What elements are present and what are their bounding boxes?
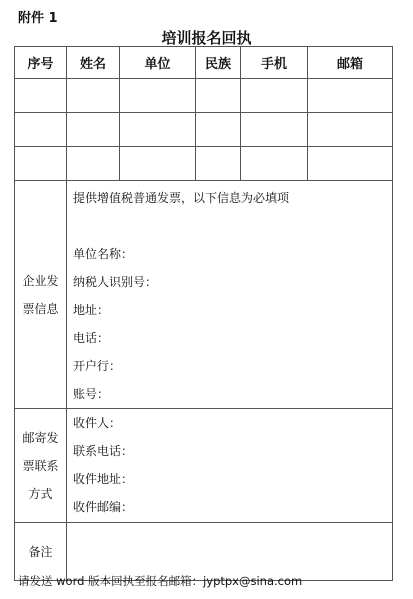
invoice-label bbox=[15, 181, 67, 409]
registration-table bbox=[14, 46, 393, 581]
mail-field-address: 收件地址： bbox=[73, 472, 134, 486]
header-cell-ethnicity: 民族 bbox=[196, 47, 241, 79]
invoice-info-cell[interactable] bbox=[67, 181, 393, 409]
invoice-intro: 提供增值税普通发票，以下信息为必填项 bbox=[73, 191, 290, 205]
invoice-field-account: 账号： bbox=[73, 387, 110, 401]
input-cell[interactable] bbox=[120, 147, 196, 181]
header-cell-phone: 手机 bbox=[241, 47, 308, 79]
invoice-label-line: 企业发 bbox=[22, 273, 59, 288]
header-cell-index: 序号 bbox=[15, 47, 67, 79]
mail-field-postcode: 收件邮编： bbox=[73, 500, 134, 514]
input-cell[interactable] bbox=[308, 147, 393, 181]
input-cell[interactable] bbox=[15, 79, 67, 113]
mail-label-line: 票联系 bbox=[22, 458, 59, 473]
input-cell[interactable] bbox=[241, 113, 308, 147]
input-cell[interactable] bbox=[196, 147, 241, 181]
input-cell[interactable] bbox=[67, 79, 120, 113]
header-cell-unit: 单位 bbox=[120, 47, 196, 79]
invoice-field-bank: 开户行： bbox=[73, 359, 122, 373]
remark-row bbox=[15, 523, 393, 581]
invoice-row bbox=[15, 181, 393, 409]
mail-info-cell[interactable] bbox=[67, 409, 393, 523]
input-cell[interactable] bbox=[196, 113, 241, 147]
form-title: 培训报名回执 bbox=[161, 29, 252, 47]
input-cell[interactable] bbox=[67, 147, 120, 181]
mail-field-recipient: 收件人： bbox=[73, 416, 122, 430]
input-cell[interactable] bbox=[308, 79, 393, 113]
invoice-field-address: 地址： bbox=[73, 303, 110, 317]
attachment-label: 附件 1 bbox=[18, 11, 58, 26]
input-cell[interactable] bbox=[241, 147, 308, 181]
input-cell[interactable] bbox=[15, 147, 67, 181]
table-row bbox=[15, 79, 393, 113]
remark-label: 备注 bbox=[15, 523, 67, 581]
mail-field-phone: 联系电话： bbox=[73, 444, 134, 458]
input-cell[interactable] bbox=[120, 113, 196, 147]
input-cell[interactable] bbox=[241, 79, 308, 113]
mail-row bbox=[15, 409, 393, 523]
table-row bbox=[15, 113, 393, 147]
input-cell[interactable] bbox=[196, 79, 241, 113]
mail-label-line: 邮寄发 bbox=[22, 430, 59, 445]
remark-cell[interactable] bbox=[67, 523, 393, 581]
header-cell-name: 姓名 bbox=[67, 47, 120, 79]
mail-label bbox=[15, 409, 67, 523]
invoice-label-line: 票信息 bbox=[22, 301, 59, 316]
input-cell[interactable] bbox=[120, 79, 196, 113]
input-cell[interactable] bbox=[15, 113, 67, 147]
header-row bbox=[15, 47, 393, 79]
footer-note: 请发送 word 版本回执至报名邮箱：jyptpx@sina.com bbox=[18, 574, 303, 588]
invoice-field-phone: 电话： bbox=[73, 331, 110, 345]
table-row bbox=[15, 147, 393, 181]
input-cell[interactable] bbox=[308, 113, 393, 147]
invoice-field-tax-id: 纳税人识别号： bbox=[73, 275, 158, 289]
invoice-field-unit-name: 单位名称： bbox=[73, 247, 134, 261]
input-cell[interactable] bbox=[67, 113, 120, 147]
mail-label-line: 方式 bbox=[28, 486, 53, 501]
header-cell-email: 邮箱 bbox=[308, 47, 393, 79]
